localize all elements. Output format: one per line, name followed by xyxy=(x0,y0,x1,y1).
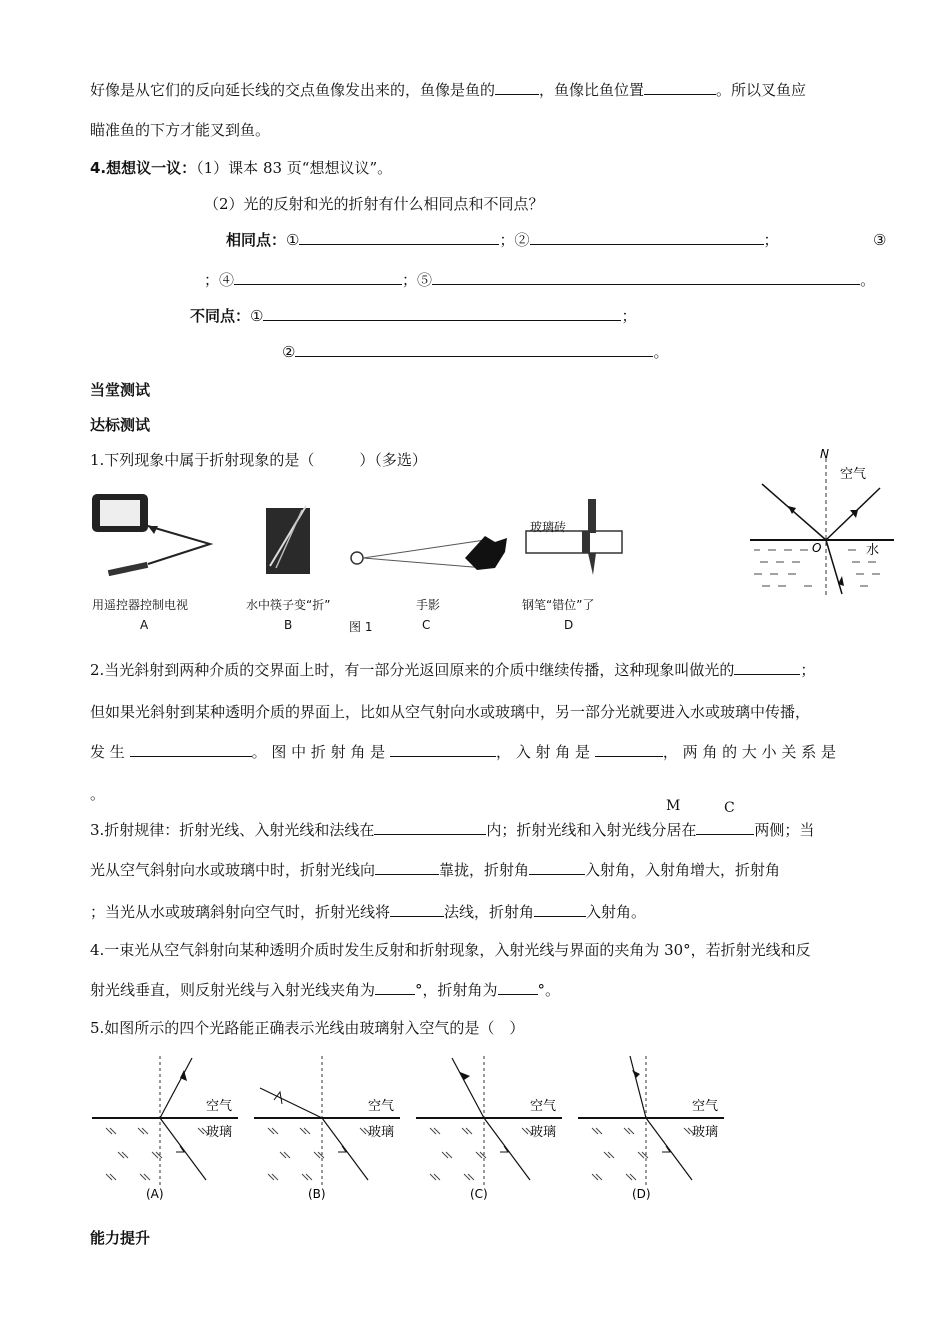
caption-c: 手影 xyxy=(416,598,441,612)
question-2-line-4: 。 xyxy=(90,785,106,803)
label-n: N xyxy=(820,448,829,461)
think-item-2: （2）光的反射和光的折射有什么相同点和不同点？ xyxy=(204,195,544,213)
label-air: 空气 xyxy=(840,467,867,482)
blank-q2-reflection[interactable] xyxy=(734,660,800,675)
blank-diff-2[interactable] xyxy=(295,342,653,357)
figure-b-chopsticks xyxy=(260,500,320,580)
same-points-row-2 xyxy=(204,270,875,290)
blank-fish-image-position[interactable] xyxy=(644,80,716,95)
question-1: 1.下列现象中属于折射现象的是（ ）（多选） xyxy=(90,451,427,469)
label-water: 水 xyxy=(866,543,880,558)
incident-ray xyxy=(762,484,826,540)
question-5: 5.如图所示的四个光路能正确表示光线由玻璃射入空气的是（ ） xyxy=(90,1019,525,1037)
q5-light-path-options xyxy=(88,1048,738,1204)
figure-c-hand-shadow xyxy=(345,528,515,578)
glass-brick-label: 玻璃砖 xyxy=(530,520,567,534)
figure-d-pen-glass xyxy=(520,495,630,580)
air-label-d: 空气 xyxy=(692,1099,719,1114)
blank-q3-sides[interactable] xyxy=(696,820,754,835)
label-c: C xyxy=(422,618,431,632)
line1-part-c: 。所以叉鱼应 xyxy=(716,81,807,99)
q3-text-c3: 入射角。 xyxy=(586,903,647,921)
signal-path xyxy=(148,526,210,564)
caption-d: 钢笔“错位”了 xyxy=(522,598,595,612)
figure-a-tv-remote xyxy=(88,488,223,580)
blank-same-1[interactable] xyxy=(299,230,499,245)
option-label-a: (A) xyxy=(146,1187,164,1201)
refracted-ray xyxy=(826,540,842,594)
q3-text-b3: 入射角，入射角增大，折射角 xyxy=(585,861,781,879)
q2-text-c2: 。 图 中 折 射 角 是 xyxy=(251,743,386,761)
q3-text-a3: 两侧；当 xyxy=(754,821,815,839)
end-period: 。 xyxy=(860,271,876,289)
blank-same-2[interactable] xyxy=(530,230,764,245)
mark-2: ② xyxy=(514,231,530,249)
same-label: 相同点： xyxy=(226,231,287,249)
blank-diff-1[interactable] xyxy=(263,306,621,321)
sep: ； xyxy=(402,271,418,289)
glass-label-c: 玻璃 xyxy=(530,1125,557,1140)
same-points-row-1 xyxy=(226,230,779,250)
air-label-b: 空气 xyxy=(368,1099,395,1114)
glass-label-d: 玻璃 xyxy=(692,1125,719,1140)
blank-fish-image-nature[interactable] xyxy=(495,80,539,95)
panel-d xyxy=(578,1056,724,1201)
figure-1-title: 图 1 xyxy=(349,620,373,634)
option-label-c: (C) xyxy=(470,1187,488,1201)
air-label-c: 空气 xyxy=(530,1099,557,1114)
sep: ； xyxy=(621,307,637,325)
air-label-a: 空气 xyxy=(206,1099,233,1114)
heading-ability: 能力提升 xyxy=(90,1229,151,1247)
glass-label-a: 玻璃 xyxy=(206,1125,233,1140)
think-discuss xyxy=(90,158,392,178)
q4-text-b1: 射光线垂直，则反射光线与入射光线夹角为 xyxy=(90,981,376,999)
sep: ； xyxy=(204,271,220,289)
sep: ； xyxy=(800,661,816,679)
mark-2: ② xyxy=(282,343,296,361)
sep: ； xyxy=(499,231,515,249)
pen-middle xyxy=(582,531,590,553)
q3-text-a1: 3.折射规律：折射光线、入射光线和法线在 xyxy=(90,821,375,839)
mark-5: ⑤ xyxy=(417,271,433,289)
blank-q3-plane[interactable] xyxy=(374,820,486,835)
blank-q3-toward[interactable] xyxy=(375,860,439,875)
panel-b xyxy=(254,1056,400,1201)
diff-points-row-1 xyxy=(190,306,636,326)
mark-1: ① xyxy=(286,231,300,249)
line1-part-a: 好像是从它们的反向延长线的交点鱼像发出来的，鱼像是鱼的 xyxy=(90,81,496,99)
diff-points-row-2 xyxy=(282,342,668,362)
caption-a: 用遥控器控制电视 xyxy=(92,598,189,612)
blank-same-5[interactable] xyxy=(432,270,860,285)
q3-text-c1: ；当光从水或玻璃斜射向空气时，折射光线将 xyxy=(90,903,391,921)
question-4-line-1: 4.一束光从空气斜射向某种透明介质时发生反射和折射现象，入射光线与界面的夹角为 30°，若折射光线和反 xyxy=(90,941,811,959)
mark-3: ③ xyxy=(873,231,887,249)
panel-c xyxy=(416,1056,562,1201)
blank-q2-refraction[interactable] xyxy=(130,742,252,757)
blank-q3-compare-2[interactable] xyxy=(534,902,586,917)
blank-q3-away[interactable] xyxy=(390,902,444,917)
q3-text-b2: 靠拢，折射角 xyxy=(439,861,530,879)
q3-text-b1: 光从空气斜射向水或玻璃中时，折射光线向 xyxy=(90,861,376,879)
line1-part-b: ，鱼像比鱼位置 xyxy=(539,81,645,99)
blank-q4-angle-1[interactable] xyxy=(375,980,415,995)
line-fish-image xyxy=(90,80,806,100)
q2-text-c1: 发 生 xyxy=(90,743,125,761)
question-2-line-3 xyxy=(90,742,836,762)
label-d: D xyxy=(564,618,574,632)
blank-q2-refraction-angle[interactable] xyxy=(390,742,496,757)
blank-same-4[interactable] xyxy=(234,270,402,285)
q3-text-a2: 内；折射光线和入射光线分居在 xyxy=(486,821,697,839)
q4-text-b2: °，折射角为 xyxy=(415,981,498,999)
q2-text-c4: ， 两 角 的 大 小 关 系 是 xyxy=(662,743,836,761)
line-aim-below: 瞄准鱼的下方才能叉到鱼。 xyxy=(90,121,271,139)
q2-text-c3: ， 入 射 角 是 xyxy=(495,743,591,761)
heading-class-test: 当堂测试 xyxy=(90,381,151,399)
option-label-d: (D) xyxy=(632,1187,651,1201)
question-3-line-3 xyxy=(90,902,646,922)
question-2-line-1 xyxy=(90,660,815,680)
panel-a xyxy=(92,1056,238,1201)
blank-q3-compare-1[interactable] xyxy=(529,860,585,875)
q2-text-a: 2.当光斜射到两种介质的交界面上时，有一部分光返回原来的介质中继续传播，这种现象叫做光的 xyxy=(90,661,735,679)
stray-letter-m: M xyxy=(666,798,681,814)
label-o: O xyxy=(812,541,822,555)
heading-standard-test: 达标测试 xyxy=(90,416,151,434)
label-a: A xyxy=(140,618,149,632)
option-label-b: (B) xyxy=(308,1187,326,1201)
tv-screen xyxy=(100,500,140,526)
end-period: 。 xyxy=(653,343,669,361)
question-3-line-2 xyxy=(90,860,780,880)
question-4-line-2 xyxy=(90,980,560,1000)
glass-label-b: 玻璃 xyxy=(368,1125,395,1140)
diff-label: 不同点： xyxy=(190,307,251,325)
lamp-icon xyxy=(351,552,363,564)
remote-icon xyxy=(108,562,148,576)
q4-text-b3: °。 xyxy=(537,981,561,999)
pen-upper xyxy=(588,499,596,533)
blank-q2-incident-angle[interactable] xyxy=(595,742,663,757)
stray-letter-c: C xyxy=(724,800,735,816)
blank-q4-angle-2[interactable] xyxy=(498,980,538,995)
caption-b: 水中筷子变“折” xyxy=(246,598,331,612)
mark-4: ④ xyxy=(219,271,235,289)
question-3-line-1 xyxy=(90,820,814,840)
refraction-diagram xyxy=(748,448,898,608)
shadow-shape xyxy=(465,536,507,570)
label-b: B xyxy=(284,618,293,632)
sep: ； xyxy=(763,231,779,249)
think-item-1: （1）课本 83 页“想想议议”。 xyxy=(196,159,393,177)
mark-1: ① xyxy=(250,307,264,325)
think-title: 4.想想议一议： xyxy=(90,159,197,177)
q3-text-c2: 法线，折射角 xyxy=(444,903,535,921)
pen-lower xyxy=(588,553,596,575)
question-2-line-2: 但如果光斜射到某种透明介质的界面上，比如从空气射向水或玻璃中，另一部分光就要进入水或玻璃中传播， xyxy=(90,703,811,721)
